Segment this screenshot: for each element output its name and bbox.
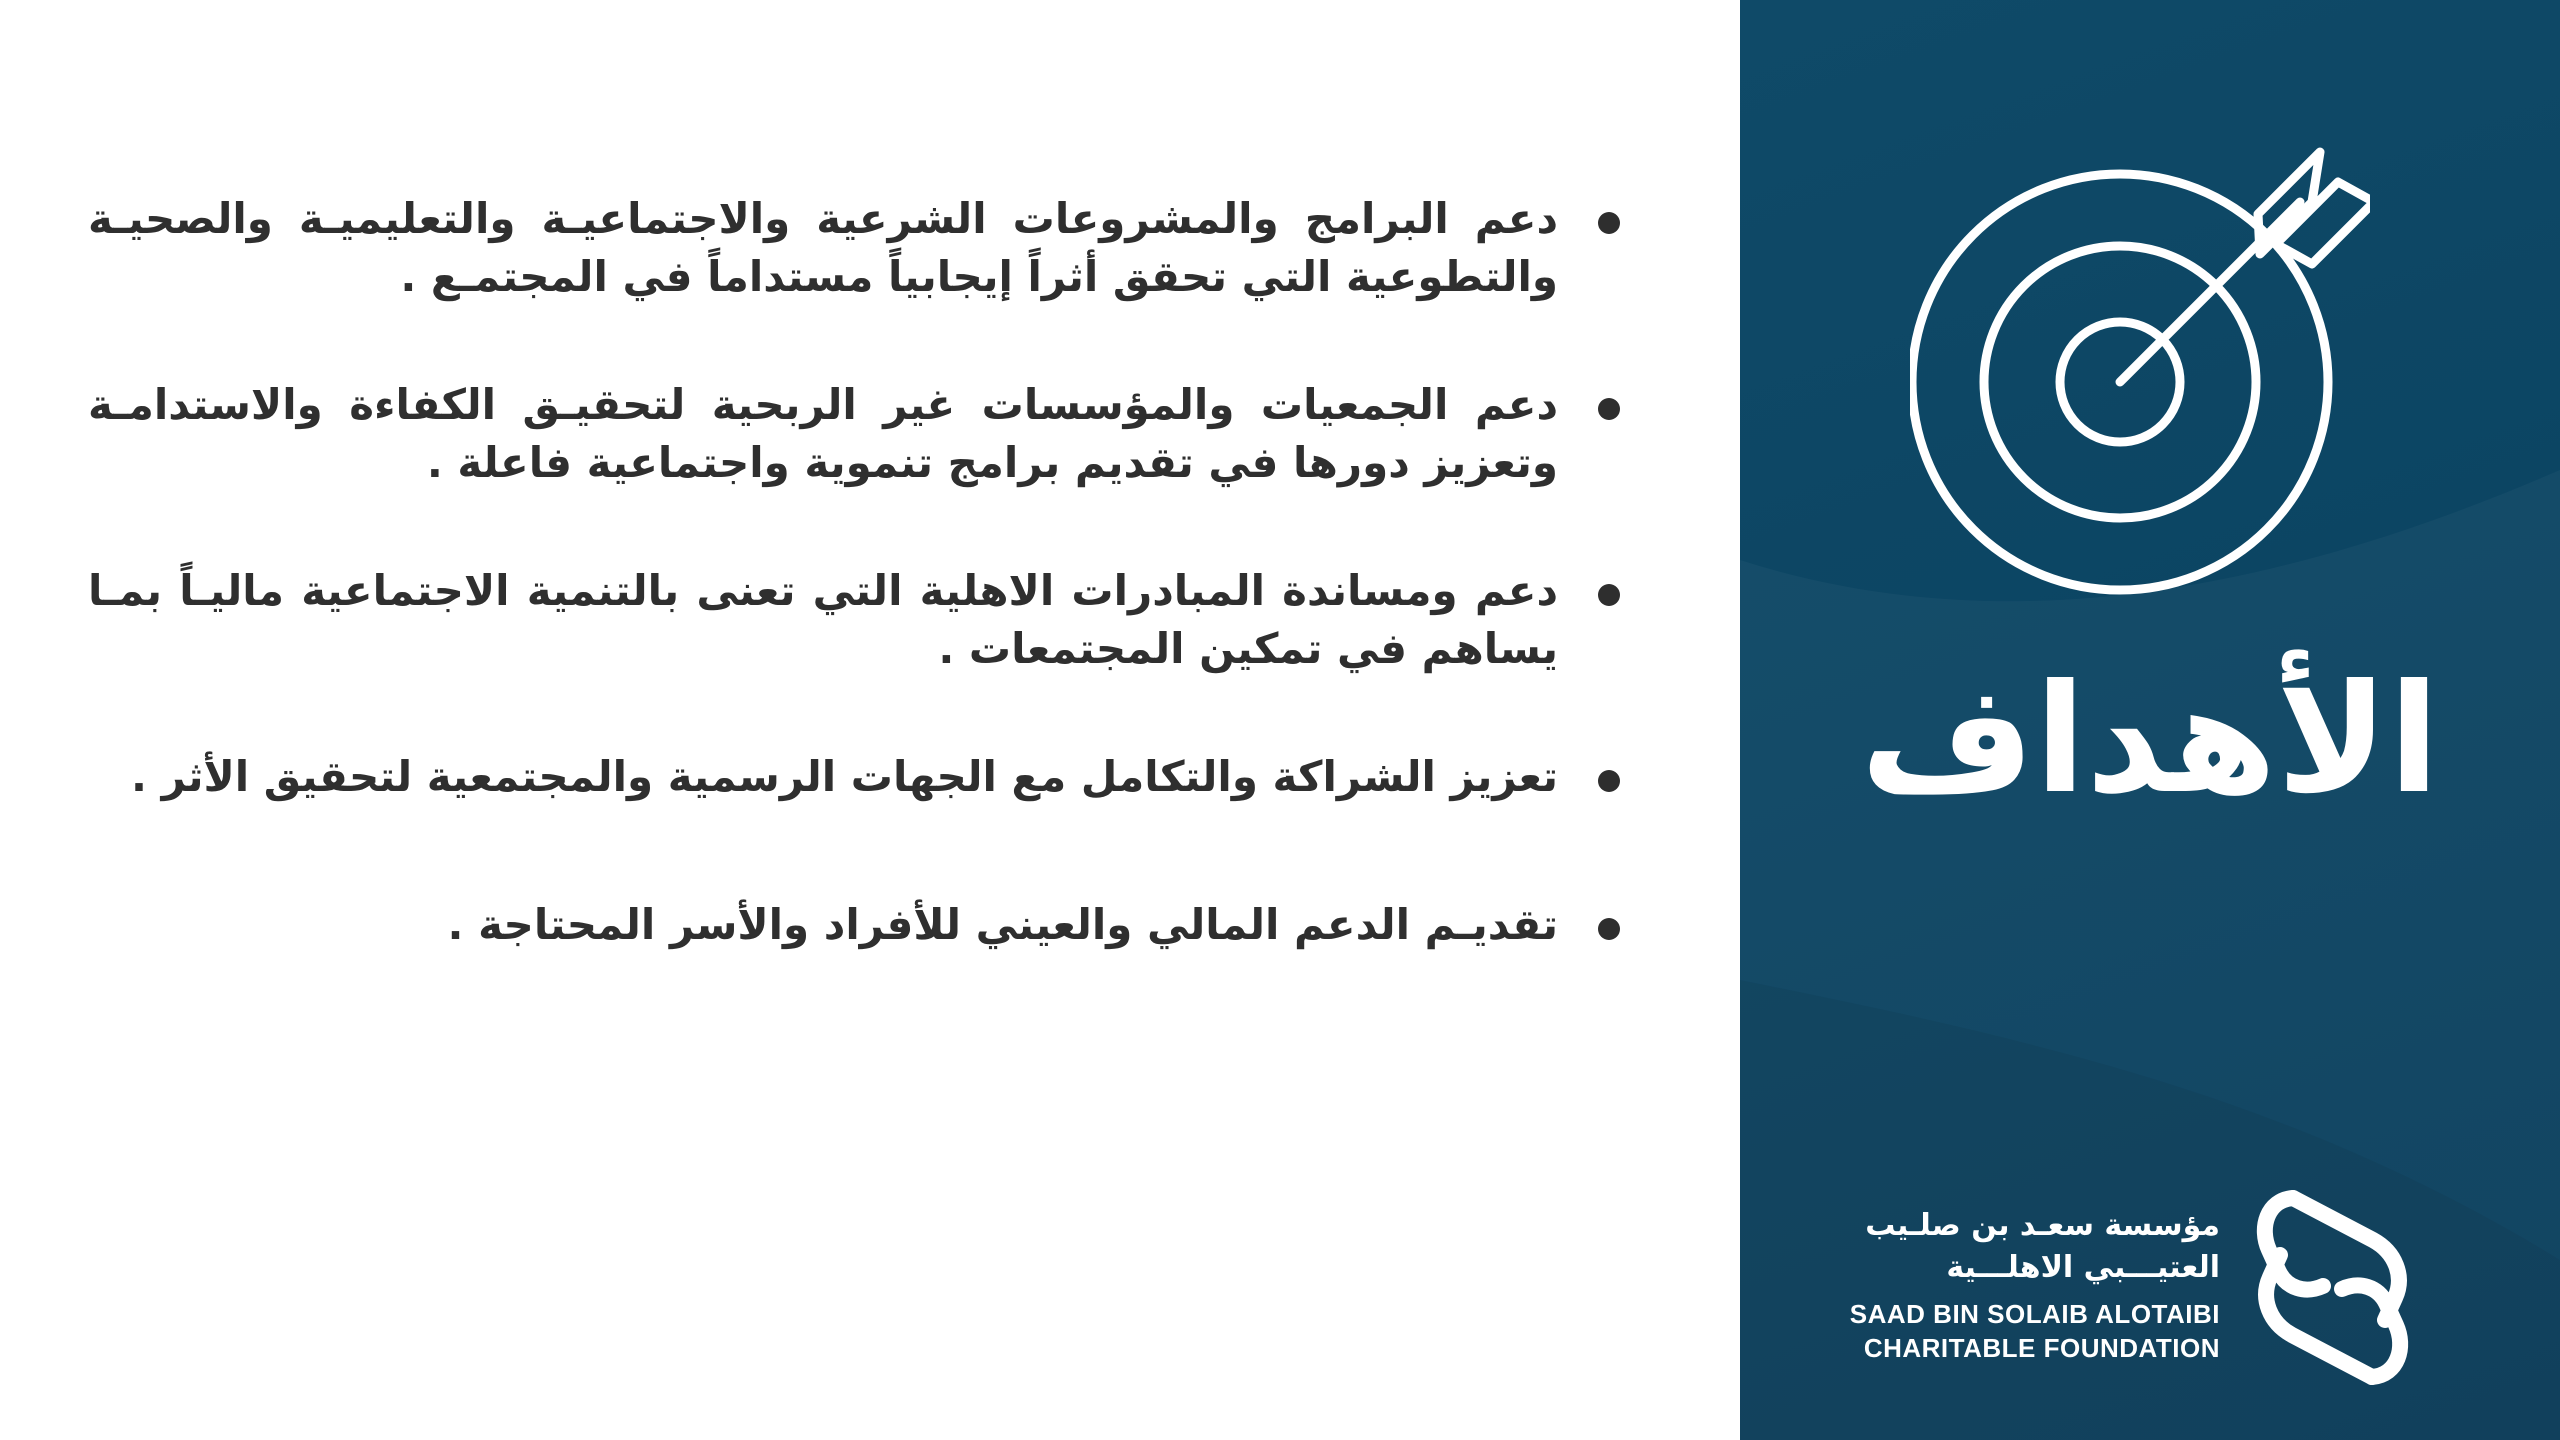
goal-text: تقديـم الدعم المالي والعيني للأفراد والأسر المحتاجة .: [447, 900, 1558, 949]
goals-list: [80, 190, 1620, 1044]
target-arrow-icon: [1910, 110, 2370, 610]
bullet-icon: [1598, 584, 1620, 606]
logo-english-line: SAAD BIN SOLAIB ALOTAIBI: [1849, 1299, 2220, 1329]
logo-english-line: CHARITABLE FOUNDATION: [1863, 1333, 2220, 1363]
foundation-logo-icon: [2245, 1180, 2420, 1395]
bullet-icon: [1598, 212, 1620, 234]
goal-item: [80, 748, 1620, 806]
goal-item: [80, 376, 1620, 492]
logo-arabic-line: العتيـــبي الاهلـــية: [1946, 1250, 2220, 1285]
goal-text: دعم البرامج والمشروعات الشرعية والاجتماعيـة والتعليميـة والصحيـة والتطوعية التي تحقق أثراً إيجابياً مستداماً في المجتمـع .: [88, 194, 1558, 301]
logo-arabic-line: مؤسسة سعـد بن صلـيب: [1865, 1208, 2220, 1243]
goal-text: دعم ومساندة المبادرات الاهلية التي تعنى بالتنمية الاجتماعية ماليـاً بمـا يساهم في تمكين المجتمعات .: [88, 566, 1558, 673]
goal-item: [80, 190, 1620, 306]
goal-item: [80, 896, 1620, 954]
bullet-icon: [1598, 918, 1620, 940]
goal-text: تعزيز الشراكة والتكامل مع الجهات الرسمية والمجتمعية لتحقيق الأثر .: [131, 752, 1558, 801]
bullet-icon: [1598, 398, 1620, 420]
goal-text: دعم الجمعيات والمؤسسات غير الربحية لتحقيـق الكفاءة والاستدامـة وتعزيز دورها في تقديم برامج تنموية واجتماعية فاعلة .: [88, 380, 1558, 487]
logo-text: [1850, 1205, 2220, 1365]
goal-item: [80, 562, 1620, 678]
panel-title: الأهداف: [1860, 653, 2440, 827]
title-panel: [1740, 0, 2560, 1440]
bullet-icon: [1598, 770, 1620, 792]
